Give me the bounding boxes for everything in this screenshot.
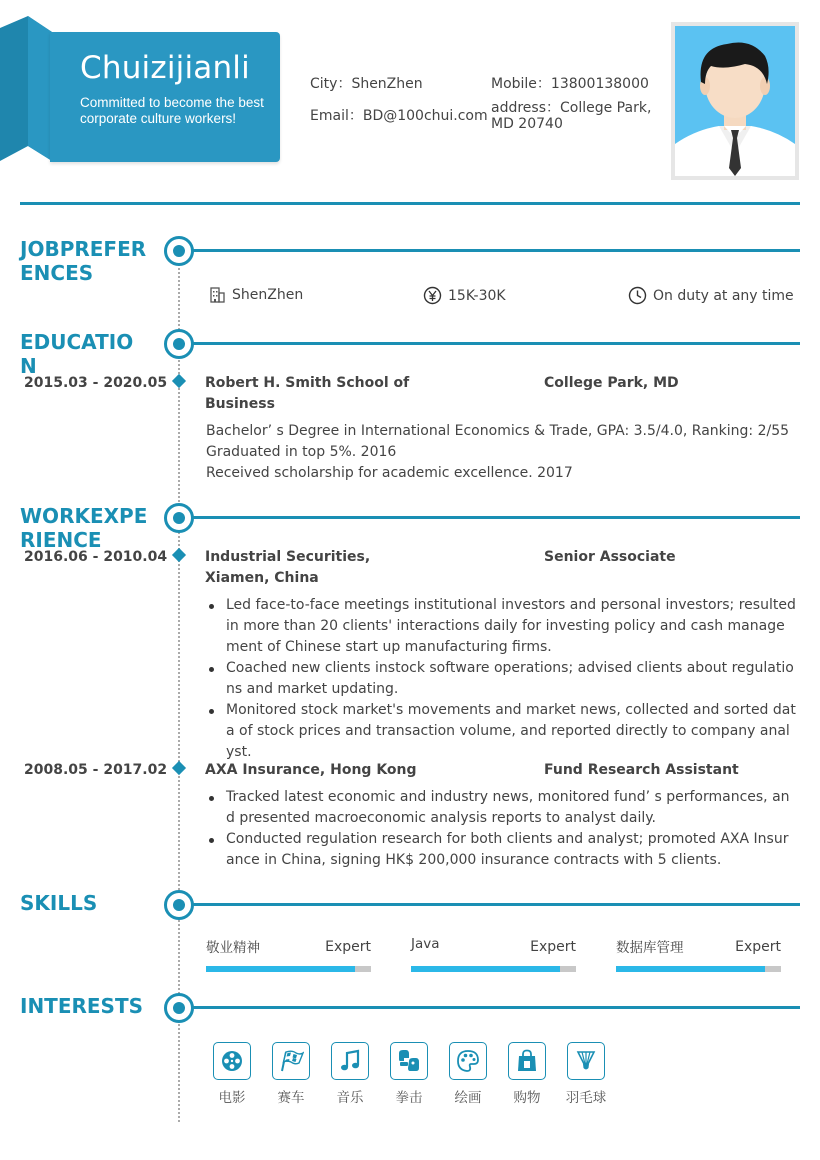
skill-name: 数据库管理 xyxy=(616,940,684,956)
contact-email: Email：BD@100chui.com xyxy=(310,108,488,124)
skill-bar xyxy=(411,966,576,972)
building-icon xyxy=(208,286,226,304)
profile-photo xyxy=(671,22,799,180)
skill-name: 敬业精神 xyxy=(206,940,260,956)
work-bullets xyxy=(206,595,796,763)
skill-bar-fill xyxy=(616,966,765,972)
education-location: College Park, MD xyxy=(544,375,679,391)
section-title-work-experience: WORKEXPE RIENCE xyxy=(20,504,148,552)
film-reel-icon xyxy=(220,1049,244,1073)
work-bullets xyxy=(206,787,796,871)
interest-item xyxy=(390,1042,428,1106)
tagline: Committed to become the best corporate culture workers! xyxy=(80,95,264,126)
list-item: Conducted regulation research for both clients and analyst; promoted AXA Insurance in China, signing HK$ 200,000 insurance contracts with 5 clients. xyxy=(206,829,796,871)
pref-city-text: ShenZhen xyxy=(232,287,304,303)
education-line: Received scholarship for academic excellence. 2017 xyxy=(206,465,573,481)
interest-item xyxy=(567,1042,605,1106)
timeline-diamond xyxy=(172,761,186,775)
interest-item xyxy=(331,1042,369,1106)
work-company: Industrial Securities, Xiamen, China xyxy=(205,549,371,586)
timeline-node xyxy=(164,503,194,533)
education-line: Bachelor’ s Degree in International Economics & Trade, GPA: 3.5/4.0, Ranking: 2/55 xyxy=(206,423,790,439)
section-line xyxy=(192,249,800,252)
clock-icon xyxy=(628,286,647,305)
interest-label: 羽毛球 xyxy=(565,1090,607,1106)
skill-level: Expert xyxy=(325,939,371,955)
interest-label: 拳击 xyxy=(395,1090,423,1106)
work-company: AXA Insurance, Hong Kong xyxy=(205,762,417,778)
education-line: Graduated in top 5%. 2016 xyxy=(206,444,397,460)
racing-flag-icon xyxy=(278,1049,304,1073)
section-line xyxy=(192,1006,800,1009)
section-title-job-preferences: JOBPREFER ENCES xyxy=(20,237,147,285)
banner-fold xyxy=(0,16,52,161)
candidate-name: Chuizijianli xyxy=(80,50,250,86)
section-line xyxy=(192,342,800,345)
pref-availability xyxy=(628,286,794,305)
skill-bar-fill xyxy=(411,966,560,972)
pref-city xyxy=(208,286,303,304)
interest-label: 电影 xyxy=(218,1090,246,1106)
interest-item xyxy=(449,1042,487,1106)
skill-bar xyxy=(206,966,371,972)
shopping-bag-icon xyxy=(515,1049,539,1073)
pref-salary-text: 15K-30K xyxy=(448,287,506,304)
work-date: 2008.05 - 2017.02 xyxy=(24,762,168,778)
interest-item xyxy=(213,1042,251,1106)
section-line xyxy=(192,516,800,519)
skill-level: Expert xyxy=(530,939,576,955)
list-item: Coached new clients instock software operations; advised clients about regulations and market updating. xyxy=(206,658,796,700)
music-note-icon xyxy=(338,1049,362,1073)
section-title-skills: SKILLS xyxy=(20,891,98,915)
timeline-diamond xyxy=(172,548,186,562)
section-title-education: EDUCATIO N xyxy=(20,330,134,378)
timeline-node xyxy=(164,890,194,920)
boxing-glove-icon xyxy=(396,1049,422,1073)
work-role: Senior Associate xyxy=(544,549,676,565)
contact-mobile: Mobile：13800138000 xyxy=(491,76,649,92)
interest-label: 绘画 xyxy=(454,1090,482,1106)
contact-city: City：ShenZhen xyxy=(310,76,423,92)
skill-level: Expert xyxy=(735,939,781,955)
timeline-node xyxy=(164,236,194,266)
timeline-diamond xyxy=(172,374,186,388)
work-role: Fund Research Assistant xyxy=(544,762,739,778)
skill-name: Java xyxy=(411,936,440,952)
interest-label: 赛车 xyxy=(277,1090,305,1106)
skill-bar-fill xyxy=(206,966,355,972)
education-date: 2015.03 - 2020.05 xyxy=(24,375,168,391)
section-line xyxy=(192,903,800,906)
list-item: Led face-to-face meetings institutional investors and personal investors; resulted in more than 20 clients' interactions daily for investing policy and cash management of Chinese start up manufacturing firms. xyxy=(206,595,796,658)
pref-availability-text: On duty at any time xyxy=(653,287,794,304)
contact-address: address：College Park, MD 20740 xyxy=(491,100,652,132)
skill-bar xyxy=(616,966,781,972)
timeline-node xyxy=(164,993,194,1023)
header-divider xyxy=(20,202,800,205)
shuttlecock-icon xyxy=(574,1049,598,1073)
list-item: Tracked latest economic and industry news, monitored fund’ s performances, and presented macroeconomic analysis reports to analyst daily. xyxy=(206,787,796,829)
yuan-icon xyxy=(423,286,442,305)
education-school: Robert H. Smith School of Business xyxy=(205,375,410,412)
interest-label: 购物 xyxy=(513,1090,541,1106)
work-date: 2016.06 - 2010.04 xyxy=(24,549,168,565)
interest-item xyxy=(272,1042,310,1106)
avatar-illustration xyxy=(675,26,795,176)
interest-label: 音乐 xyxy=(336,1090,364,1106)
section-title-interests: INTERESTS xyxy=(20,994,143,1018)
interest-item xyxy=(508,1042,546,1106)
pref-salary xyxy=(423,286,506,305)
timeline-node xyxy=(164,329,194,359)
palette-icon xyxy=(456,1049,480,1073)
education-details xyxy=(206,421,796,484)
list-item: Monitored stock market's movements and market news, collected and sorted data of stock prices and transaction volume, and reported directly to company analyst. xyxy=(206,700,796,763)
